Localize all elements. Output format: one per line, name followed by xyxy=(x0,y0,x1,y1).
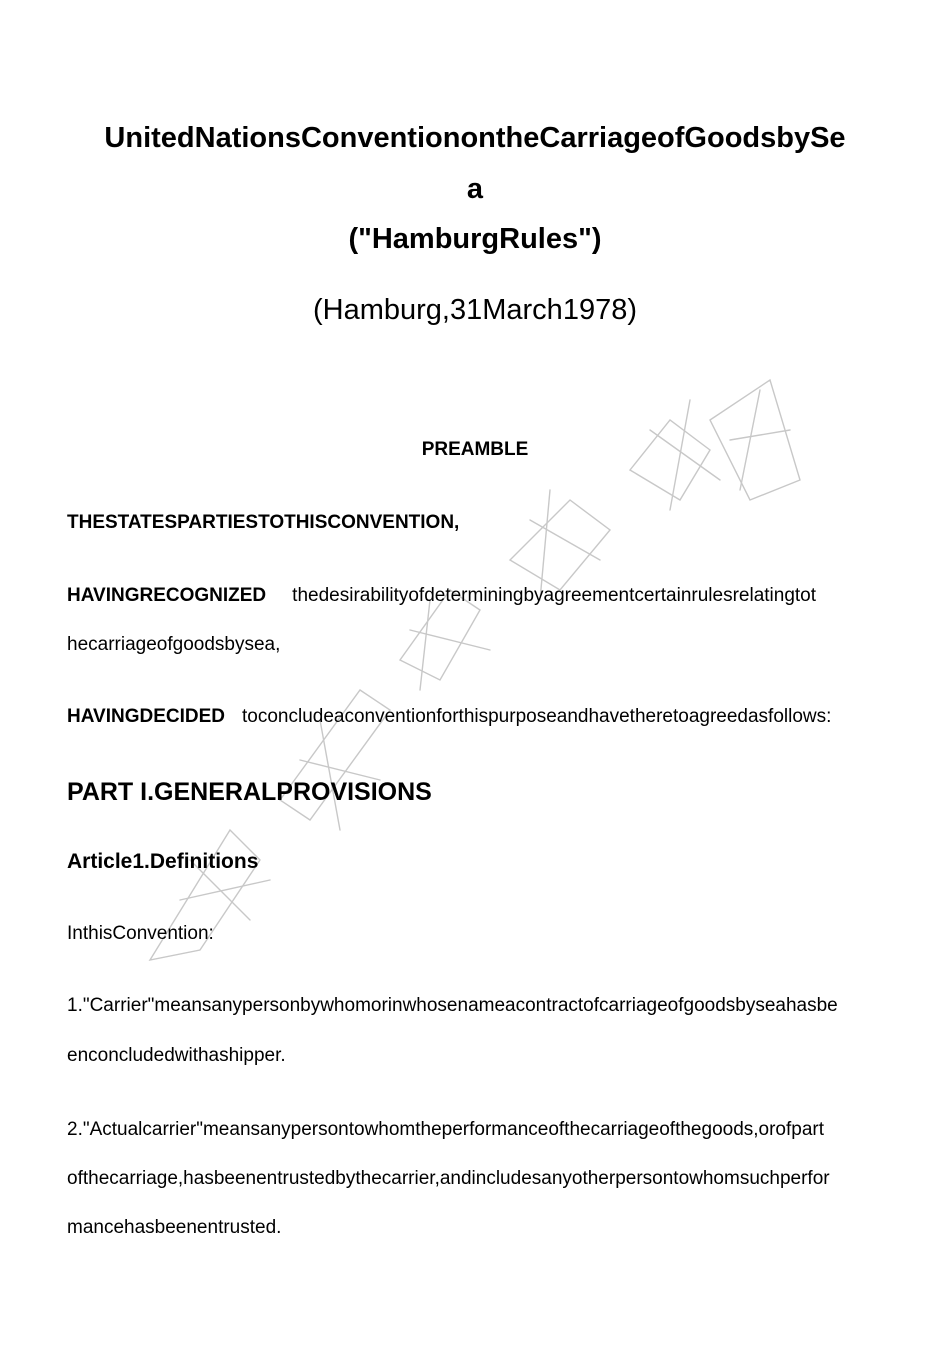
recognized-lead: HAVINGRECOGNIZED xyxy=(67,585,267,606)
recognized-text-line-1: thedesirabilityofdeterminingbyagreementcertainrulesrelatingtot xyxy=(292,585,817,606)
definition-1-line-1: 1."Carrier"meansanypersonbywhomorinwhosenameacontractofcarriageofgoodsbyseahasbe xyxy=(67,995,838,1016)
decided-text: toconcludeaconventionforthispurposeandhavetheretoagreedasfollows: xyxy=(242,706,832,727)
recognized-text-line-2: hecarriageofgoodsbysea, xyxy=(67,634,281,655)
decided-paragraph xyxy=(67,706,831,728)
part-heading: PART I.GENERALPROVISIONS xyxy=(67,778,432,806)
document-title-line-2: a xyxy=(466,173,484,205)
preamble-heading: PREAMBLE xyxy=(421,439,529,460)
document-title-line-1: UnitedNationsConventionontheCarriageofGoodsbySe xyxy=(104,122,846,154)
document-title-line-3: ("HamburgRules") xyxy=(348,223,602,255)
definition-1-line-2: enconcludedwithashipper. xyxy=(67,1045,286,1066)
definition-2-line-3: mancehasbeenentrusted. xyxy=(67,1217,282,1238)
article-heading: Article1.Definitions xyxy=(67,850,259,873)
states-parties-heading: THESTATESPARTIESTOTHISCONVENTION, xyxy=(67,512,460,533)
decided-lead: HAVINGDECIDED xyxy=(67,706,225,727)
definition-2-line-2: ofthecarriage,hasbeenentrustedbythecarrier,andincludesanyotherpersontowhomsuchperfor xyxy=(67,1168,830,1189)
recognized-paragraph-line-1 xyxy=(67,585,816,607)
intro-text: InthisConvention: xyxy=(67,923,214,944)
definition-2-line-1: 2."Actualcarrier"meansanypersontowhomtheperformanceofthecarriageofthegoods,orofpart xyxy=(67,1119,825,1140)
document-subtitle: (Hamburg,31March1978) xyxy=(313,294,637,326)
